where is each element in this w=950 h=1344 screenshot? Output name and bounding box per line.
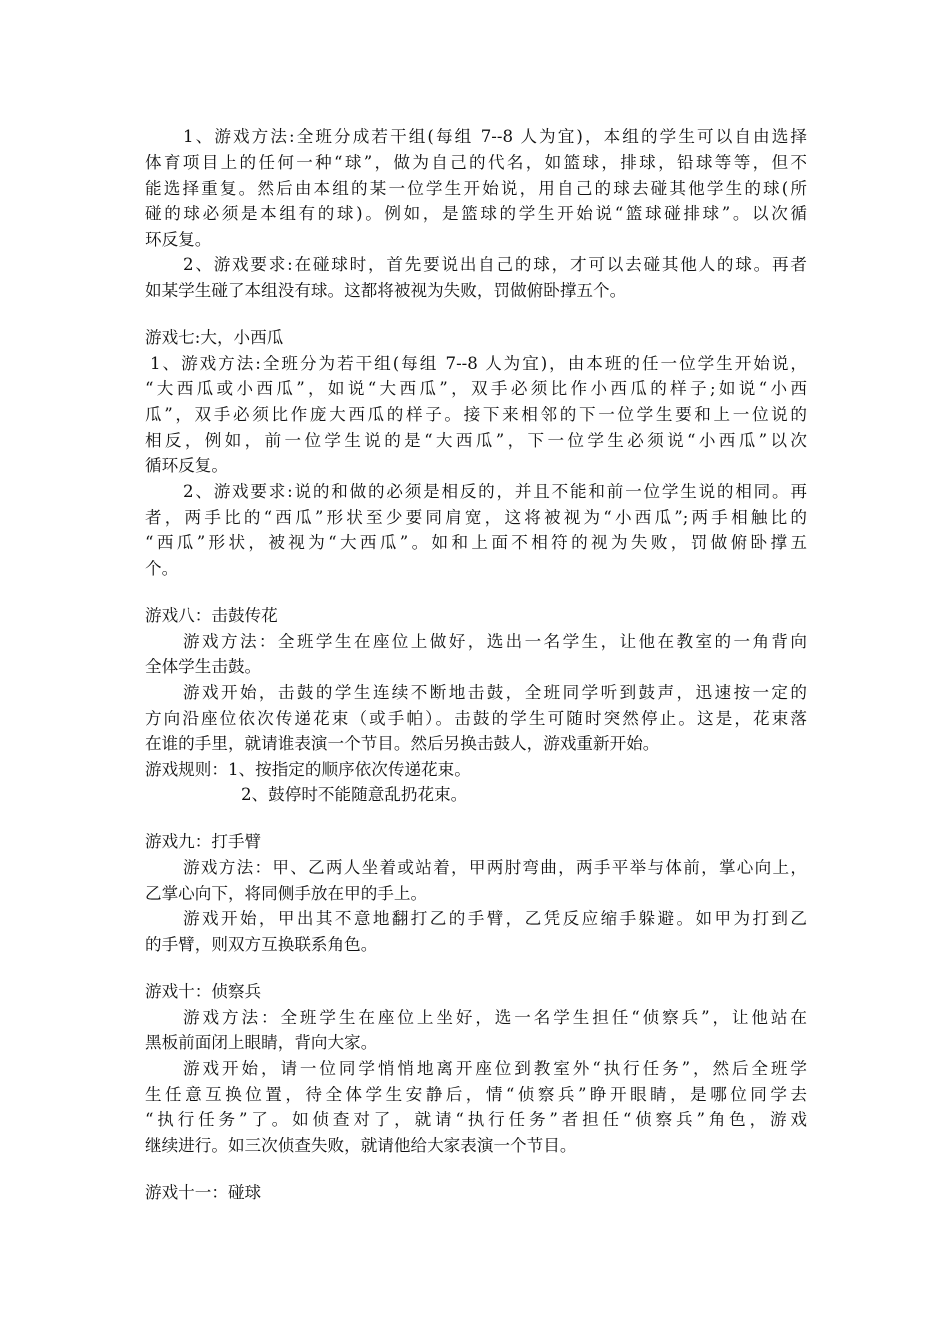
text-line: 黑板前面闭上眼睛，背向大家。 bbox=[145, 1033, 378, 1052]
text-line: 如某学生碰了本组没有球。这都将被视为失败，罚做俯卧撑五个。 bbox=[145, 281, 627, 300]
text-line: 游戏开始，甲出其不意地翻打乙的手臂，乙凭反应缩手躲避。如甲为打到乙 bbox=[183, 909, 807, 928]
text-line: 1、游戏方法:全班分成若干组(每组 7--8 人为宜)，本组的学生可以自由选择 bbox=[183, 127, 807, 146]
text-line: 相反，例如，前一位学生说的是“大西瓜”，下一位学生必须说“小西瓜”以次 bbox=[145, 431, 807, 450]
text-line: 1、游戏方法:全班分为若干组(每组 7--8 人为宜)，由本班的任一位学生开始说， bbox=[150, 354, 807, 373]
text-line: 游戏规则：1、按指定的顺序依次传递花束。 bbox=[145, 760, 471, 779]
text-line: “大西瓜或小西瓜”，如说“大西瓜”，双手必须比作小西瓜的样子;如说“小西 bbox=[145, 379, 807, 398]
text-line: 游戏方法：甲、乙两人坐着或站着，甲两肘弯曲，两手平举与体前，掌心向上， bbox=[183, 858, 807, 877]
text-line: 者，两手比的“西瓜”形状至少要同肩宽，这将被视为“小西瓜”;两手相触比的 bbox=[145, 508, 807, 527]
text-line: 个。 bbox=[145, 559, 179, 578]
text-line: 游戏开始，请一位同学悄悄地离开座位到教室外“执行任务”，然后全班学 bbox=[183, 1059, 807, 1078]
text-line: 循环反复。 bbox=[145, 456, 228, 475]
section-heading: 游戏九：打手臂 bbox=[145, 832, 262, 851]
text-line: 游戏方法：全班学生在座位上做好，选出一名学生，让他在教室的一角背向 bbox=[183, 632, 807, 651]
section-heading: 游戏八：击鼓传花 bbox=[145, 606, 278, 625]
text-line: “西瓜”形状，被视为“大西瓜”。如和上面不相符的视为失败，罚做俯卧撑五 bbox=[145, 533, 807, 552]
text-line: “执行任务”了。如侦查对了，就请“执行任务”者担任“侦察兵”角色，游戏 bbox=[145, 1110, 807, 1129]
text-line: 方向沿座位依次传递花束（或手帕）。击鼓的学生可随时突然停止。这是，花束落 bbox=[145, 709, 807, 728]
text-line: 全体学生击鼓。 bbox=[145, 657, 262, 676]
text-line: 乙掌心向下，将同侧手放在甲的手上。 bbox=[145, 884, 428, 903]
section-heading: 游戏十一：碰球 bbox=[145, 1183, 262, 1202]
text-line: 体育项目上的任何一种“球”，做为自己的代名，如篮球，排球，铅球等等，但不 bbox=[145, 153, 807, 172]
text-line: 碰的球必须是本组有的球)。例如，是篮球的学生开始说“篮球碰排球”。以次循 bbox=[145, 204, 807, 223]
section-heading: 游戏七:大，小西瓜 bbox=[145, 328, 284, 347]
text-line: 继续进行。如三次侦查失败，就请他给大家表演一个节目。 bbox=[145, 1136, 577, 1155]
text-line: 环反复。 bbox=[145, 230, 212, 249]
text-line: 在谁的手里，就请谁表演一个节目。然后另换击鼓人，游戏重新开始。 bbox=[145, 734, 660, 753]
text-line: 的手臂，则双方互换联系角色。 bbox=[145, 935, 378, 954]
text-line: 2、鼓停时不能随意乱扔花束。 bbox=[241, 785, 468, 804]
text-line: 生任意互换位置，待全体学生安静后，情“侦察兵”睁开眼睛，是哪位同学去 bbox=[145, 1085, 807, 1104]
text-line: 游戏方法：全班学生在座位上坐好，选一名学生担任“侦察兵”，让他站在 bbox=[183, 1008, 807, 1027]
text-line: 能选择重复。然后由本组的某一位学生开始说，用自己的球去碰其他学生的球(所 bbox=[145, 179, 807, 198]
text-line: 2、游戏要求:在碰球时，首先要说出自己的球，才可以去碰其他人的球。再者 bbox=[183, 255, 807, 274]
text-line: 游戏开始，击鼓的学生连续不断地击鼓，全班同学听到鼓声，迅速按一定的 bbox=[183, 683, 807, 702]
section-heading: 游戏十：侦察兵 bbox=[145, 982, 262, 1001]
text-line: 瓜”，双手必须比作庞大西瓜的样子。接下来相邻的下一位学生要和上一位说的 bbox=[145, 405, 807, 424]
text-line: 2、游戏要求:说的和做的必须是相反的，并且不能和前一位学生说的相同。再 bbox=[183, 482, 807, 501]
